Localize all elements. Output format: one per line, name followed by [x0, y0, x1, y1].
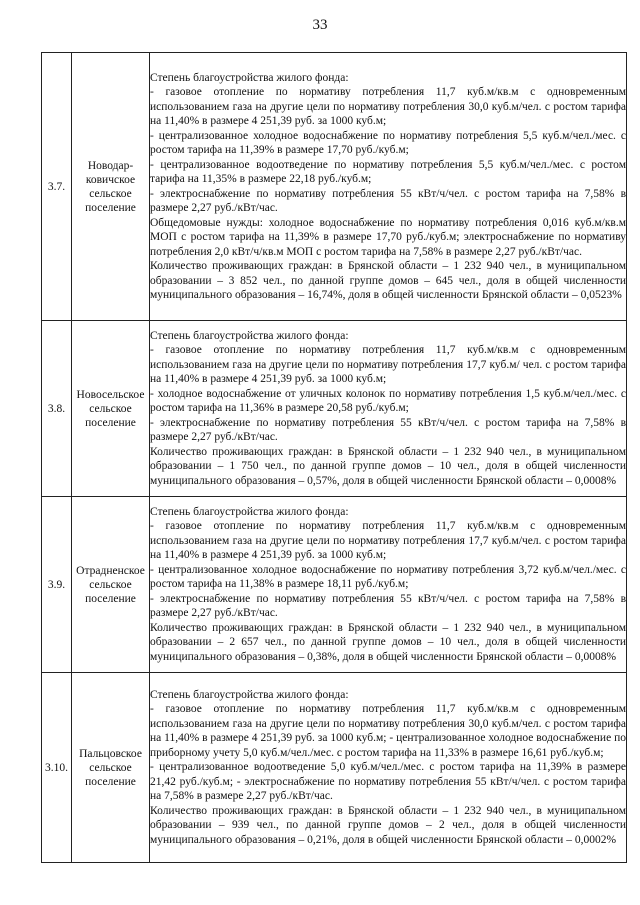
page-number: 33 — [312, 17, 328, 33]
settlement-description — [150, 321, 627, 497]
description-paragraph: - электроснабжение по нормативу потребления 55 кВт/ч/чел. с ростом тарифа на 7,58% в размере 2,27 руб./кВт/час. — [150, 187, 626, 214]
row-number: 3.8. — [42, 321, 72, 497]
row-number: 3.10. — [42, 673, 72, 863]
settlement-name-text: Новодар- ковичское сельское поселение — [85, 159, 136, 214]
settlements-table — [41, 52, 627, 863]
table-row — [42, 673, 627, 863]
description-paragraph: - централизованное холодное водоснабжение по нормативу потребления 3,72 куб.м/чел./мес. с ростом тарифа на 11,38% в размере 18,11 руб./куб.м; — [150, 563, 626, 591]
settlement-name-text: Пальцовское сельское поселение — [79, 747, 142, 788]
description-paragraph: - газовое отопление по нормативу потребления 11,7 куб.м/кв.м с одновременным использованием газа на другие цели по нормативу потребления 30,0 куб.м/чел. с ростом тарифа на 11,40% в размере 4 251,39 руб. за 1000 куб.м; — [150, 86, 626, 127]
settlement-name — [72, 673, 150, 863]
description-paragraph: Общедомовые нужды: холодное водоснабжение по нормативу потребления 0,016 куб.м/кв.м МОП с ростом тарифа на 11,39% в размере 17,70 руб./куб.м; электроснабжение по нормативу потребления 2,0 кВт/ч/кв.м МОП с ростом тарифа на 7,58% в размере 2,27 руб./кВт/час. — [150, 216, 626, 258]
settlement-description — [150, 497, 627, 673]
row-number: 3.7. — [42, 53, 72, 321]
description-paragraph: - централизованное холодное водоснабжение по нормативу потребления 5,5 куб.м/чел./мес. с ростом тарифа на 11,39% в размере 17,70 руб./куб.м; — [150, 129, 626, 156]
description-paragraph: Степень благоустройства жилого фонда: — [150, 505, 349, 518]
table-row — [42, 53, 627, 321]
settlement-name — [72, 321, 150, 497]
settlement-name-text: Отрадненское сельское поселение — [76, 564, 145, 605]
table-row — [42, 321, 627, 497]
description-paragraph: Количество проживающих граждан: в Брянской области – 1 232 940 чел., в муниципальном образовании – 939 чел., по данной группе домов – 2 чел., доля в общей численности муниципального образования – 0,21%, доля в общей численности Брянской области – 0,0002% — [150, 804, 626, 846]
settlement-name — [72, 497, 150, 673]
table-row — [42, 497, 627, 673]
description-paragraph: Количество проживающих граждан: в Брянской области – 1 232 940 чел., в муниципальном образовании – 2 657 чел., по данной группе домов – 10 чел., доля в общей численности муниципального образования – 0,38%, доля в общей численности Брянской области – 0,0008% — [150, 621, 626, 663]
description-paragraph: Степень благоустройства жилого фонда: — [150, 688, 349, 701]
settlement-description — [150, 673, 627, 863]
settlement-name-text: Новосельское сельское поселение — [76, 388, 145, 429]
description-paragraph: Степень благоустройства жилого фонда: — [150, 329, 349, 342]
description-paragraph: - централизованное водоотведение по нормативу потребления 5,5 куб.м/чел./мес. с ростом тарифа на 11,35% в размере 22,18 руб./куб.м; — [150, 158, 626, 185]
description-paragraph: - газовое отопление по нормативу потребления 11,7 куб.м/кв.м с одновременным использованием газа на другие цели по нормативу потребления 30,0 куб.м/чел. с ростом тарифа на 11,40% в размере 4 251,39 руб. за 1000 куб.м; - централизованное холодное водоснабжение по приборному учету 5,0 куб.м/чел./мес. с ростом тарифа на 11,33% в размере 16,61 руб./куб.м; — [150, 703, 626, 759]
description-paragraph: - электроснабжение по нормативу потребления 55 кВт/ч/чел. с ростом тарифа на 7,58% в размере 2,27 руб./кВт/час. — [150, 592, 626, 620]
description-paragraph: - электроснабжение по нормативу потребления 55 кВт/ч/чел. с ростом тарифа на 7,58% в размере 2,27 руб./кВт/час. — [150, 416, 626, 444]
description-paragraph: - холодное водоснабжение от уличных колонок по нормативу потребления 1,5 куб.м/чел./мес. с ростом тарифа на 11,36% в размере 20,58 руб./куб.м; — [150, 387, 626, 415]
settlement-description — [150, 53, 627, 321]
description-paragraph: Степень благоустройства жилого фонда: — [150, 71, 349, 84]
description-paragraph: Количество проживающих граждан: в Брянской области – 1 232 940 чел., в муниципальном образовании – 1 750 чел., по данной группе домов – 10 чел., доля в общей численности муниципального образования – 0,57%, доля в общей численности Брянской области – 0,0008% — [150, 445, 626, 487]
description-paragraph: Количество проживающих граждан: в Брянской области – 1 232 940 чел., в муниципальном образовании – 3 852 чел., по данной группе домов – 645 чел., доля в общей численности муниципального образования – 16,74%, доля в общей численности Брянской области – 0,0523% — [150, 260, 626, 301]
row-number: 3.9. — [42, 497, 72, 673]
description-paragraph: - газовое отопление по нормативу потребления 11,7 куб.м/кв.м с одновременным использованием газа на другие цели по нормативу потребления 17,7 куб.м/ чел. с ростом тарифа на 11,40% в размере 4 251,39 руб. за 1000 куб.м; — [150, 344, 626, 386]
description-paragraph: - централизованное водоотведение 5,0 куб.м/чел./мес. с ростом тарифа на 11,39% в размере 21,42 руб./куб.м; - электроснабжение по нормативу потребления 55 кВт/ч/чел. с ростом тарифа на 7,58% в размере 2,27 руб./кВт/час. — [150, 761, 626, 803]
description-paragraph: - газовое отопление по нормативу потребления 11,7 куб.м/кв.м с одновременным использованием газа на другие цели по нормативу потребления 17,7 куб.м/чел. с ростом тарифа на 11,40% в размере 4 251,39 руб. за 1000 куб.м; — [150, 520, 626, 562]
settlement-name — [72, 53, 150, 321]
